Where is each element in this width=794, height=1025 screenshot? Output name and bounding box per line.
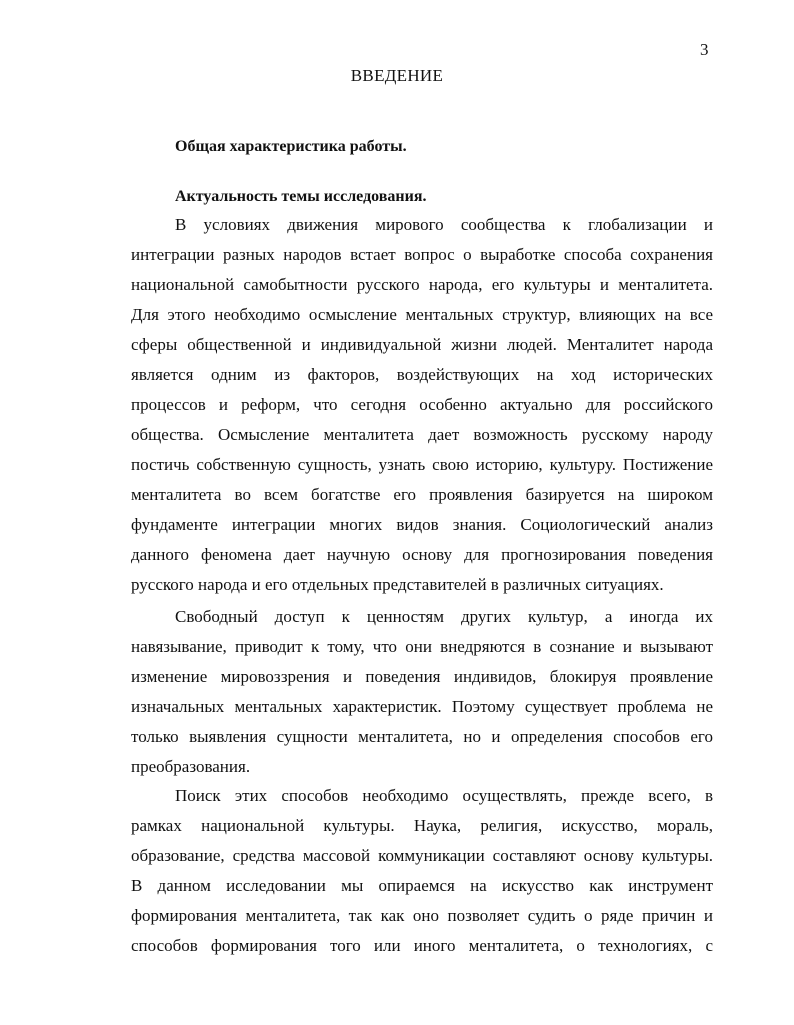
page-title: ВВЕДЕНИЕ xyxy=(350,66,444,85)
text-line: изначальных ментальных характеристик. Поэтому существует проблема не xyxy=(131,697,713,716)
paragraph-1 xyxy=(131,210,713,600)
text-line: рамках национальной культуры. Наука, религия, искусство, мораль, xyxy=(131,816,713,835)
text-line: сферы общественной и индивидуальной жизни людей. Менталитет народа xyxy=(131,335,713,354)
text-line: Поиск этих способов необходимо осуществлять, прежде всего, в xyxy=(175,786,713,805)
text-line: Для этого необходимо осмысление ментальных структур, влияющих на все xyxy=(131,305,713,324)
section-heading-relevance: Актуальность темы исследования. xyxy=(175,188,427,205)
paragraph-3 xyxy=(131,781,713,961)
text-line: преобразования. xyxy=(131,757,251,776)
section-heading-general: Общая характеристика работы. xyxy=(175,138,407,155)
text-line: менталитета во всем богатстве его проявления базируется на широком xyxy=(131,485,713,504)
text-line: русского народа и его отдельных представителей в различных ситуациях. xyxy=(131,575,664,594)
text-line: В условиях движения мирового сообщества к глобализации и xyxy=(175,215,713,234)
text-line: формирования менталитета, так как оно позволяет судить о ряде причин и xyxy=(131,906,713,925)
paragraph-2 xyxy=(131,602,713,782)
text-line: интеграции разных народов встает вопрос о выработке способа сохранения xyxy=(131,245,713,264)
text-line: изменение мировоззрения и поведения индивидов, блокируя проявление xyxy=(131,667,713,686)
text-line: В данном исследовании мы опираемся на искусство как инструмент xyxy=(131,876,713,895)
text-line: образование, средства массовой коммуникации составляют основу культуры. xyxy=(131,846,713,865)
text-line: является одним из факторов, воздействующих на ход исторических xyxy=(131,365,713,384)
text-line: процессов и реформ, что сегодня особенно актуально для российского xyxy=(131,395,713,414)
text-line: общества. Осмысление менталитета дает возможность русскому народу xyxy=(131,425,713,444)
text-line: только выявления сущности менталитета, но и определения способов его xyxy=(131,727,713,746)
text-line: постичь собственную сущность, узнать свою историю, культуру. Постижение xyxy=(131,455,713,474)
text-line: Свободный доступ к ценностям других культур, а иногда их xyxy=(175,607,713,626)
text-line: навязывание, приводит к тому, что они внедряются в сознание и вызывают xyxy=(131,637,713,656)
text-line: данного феномена дает научную основу для прогнозирования поведения xyxy=(131,545,713,564)
text-line: национальной самобытности русского народа, его культуры и менталитета. xyxy=(131,275,713,294)
text-line: способов формирования того или иного менталитета, о технологиях, с xyxy=(131,936,713,955)
page-number: 3 xyxy=(700,40,709,59)
text-line: фундаменте интеграции многих видов знания. Социологический анализ xyxy=(131,515,713,534)
